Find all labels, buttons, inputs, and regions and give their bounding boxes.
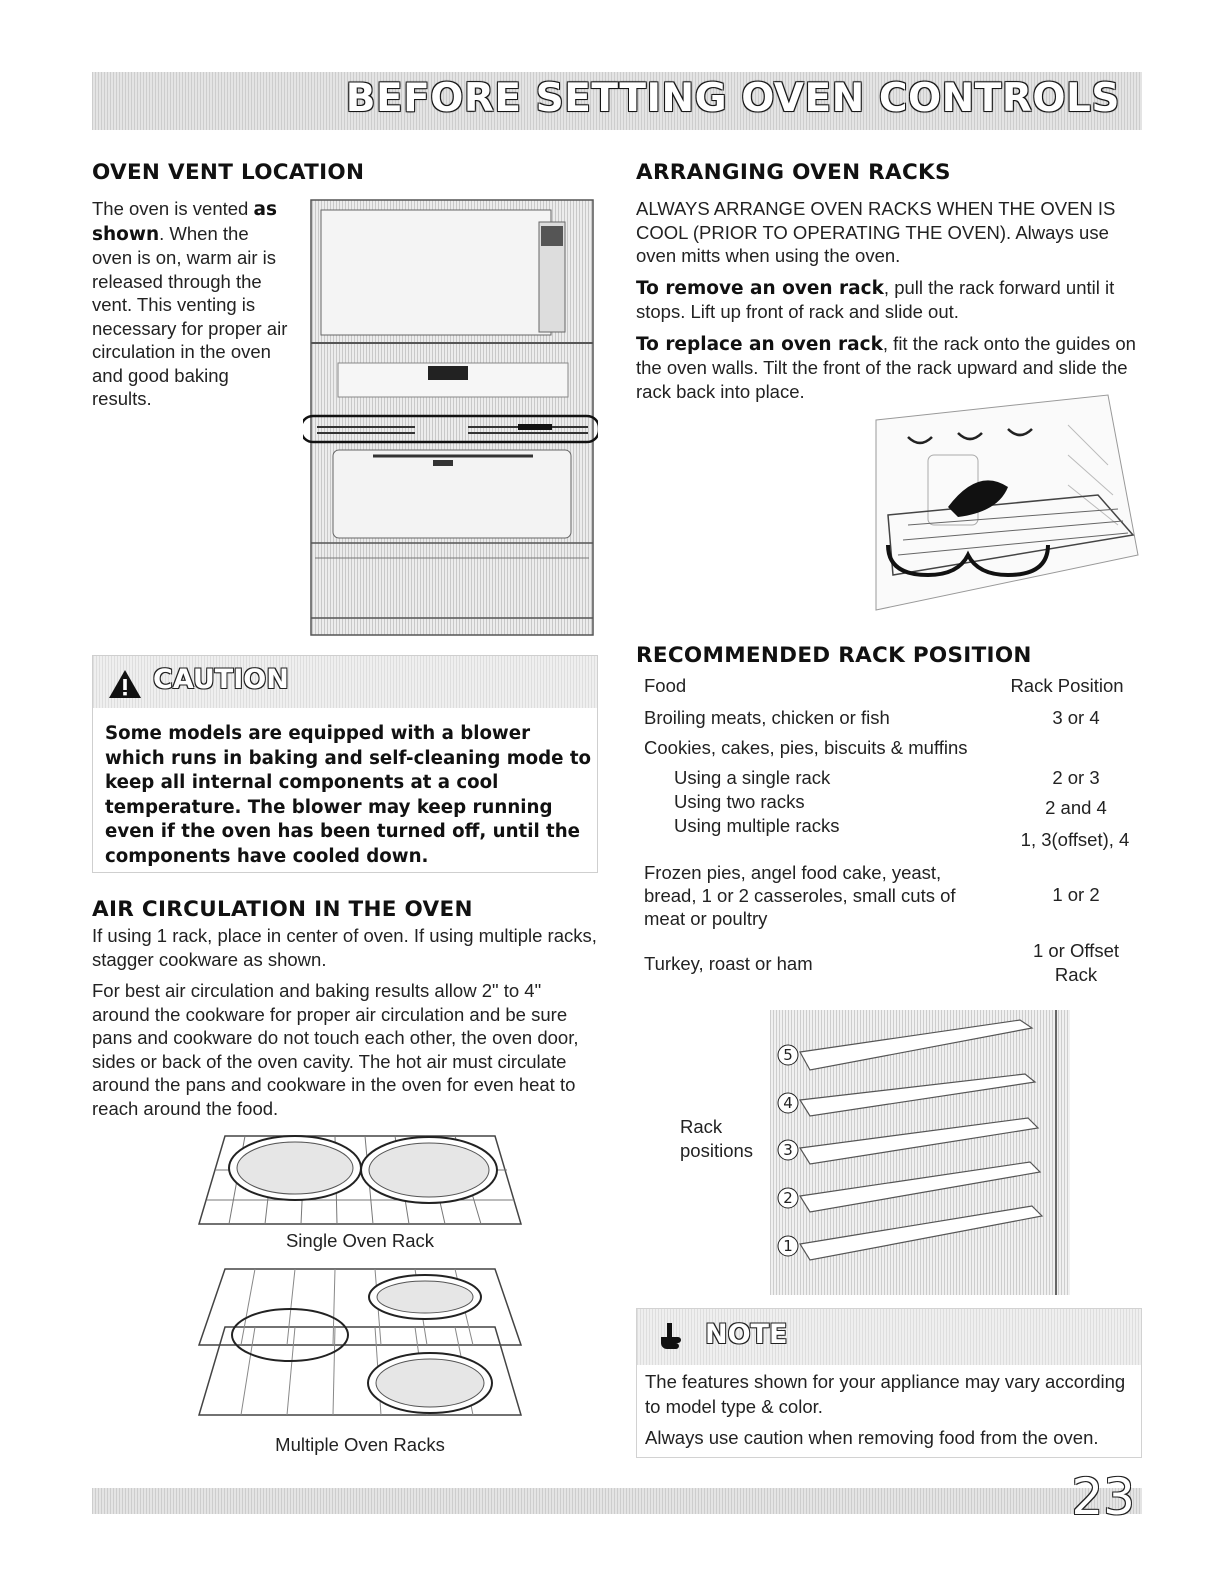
header-banner (92, 72, 1142, 130)
row-position: 1 or Offset Rack (1032, 940, 1120, 985)
row-food: Frozen pies, angel food cake, yeast, bread, 1 or 2 casseroles, small cuts of meat or poultry (644, 862, 956, 929)
arranging-heading: ARRANGING OVEN RACKS (636, 160, 951, 185)
page-title: BEFORE SETTING OVEN CONTROLS (345, 76, 1120, 121)
vent-text-end: . When the oven is on, warm air is released through the vent. This venting is necessary for proper air circulation in the oven and good baking results. (92, 222, 288, 409)
vent-text (92, 197, 292, 411)
footer-bar (92, 1488, 1142, 1514)
note-paragraph-2: Always use caution when removing food from the oven. (645, 1427, 1099, 1448)
air-heading: AIR CIRCULATION IN THE OVEN (92, 897, 473, 922)
rack-number-1: 1 (783, 1237, 793, 1255)
rack-positions-label: Rack positions (680, 1116, 754, 1161)
note-paragraph-1: The features shown for your appliance may vary according to model type & color. (645, 1371, 1126, 1417)
pointing-hand-icon (655, 1321, 687, 1353)
rack-number-4: 4 (783, 1094, 793, 1112)
arranging-paragraph-1: ALWAYS ARRANGE OVEN RACKS WHEN THE OVEN IS COOL (PRIOR TO OPERATING THE OVEN). Always use oven mitts when using the oven. (636, 198, 1116, 266)
caution-header (93, 656, 597, 708)
vent-heading: OVEN VENT LOCATION (92, 160, 365, 185)
rack-position-table (640, 675, 1140, 997)
table-row (640, 767, 1140, 791)
table-row (640, 940, 1140, 997)
row-food: Using multiple racks (674, 815, 840, 836)
oven-interior-illustration (868, 385, 1143, 620)
table-header-row (640, 675, 1140, 707)
rack-number-2: 2 (783, 1189, 793, 1207)
replace-rack-text: , fit the rack onto the guides on the oven walls. Tilt the front of the rack upward and slide the rack back into place. (636, 332, 1136, 402)
row-position: 2 and 4 (1045, 797, 1107, 818)
rack-number-3: 3 (783, 1141, 793, 1159)
vent-text-bold: as shown (92, 199, 277, 245)
rack-number-5: 5 (783, 1046, 793, 1064)
column-header-position: Rack Position (1010, 675, 1124, 696)
multiple-racks-illustration (195, 1265, 525, 1435)
note-title: NOTE (705, 1319, 788, 1350)
note-header (637, 1309, 1141, 1365)
replace-rack-label: To replace an oven rack (636, 333, 883, 355)
row-position: 2 or 3 (1052, 767, 1100, 788)
row-food: Using a single rack (674, 767, 831, 788)
caution-text: Some models are equipped with a blower which runs in baking and self-cleaning mode to keep all internal components at a cool temperature. The blower may keep running even if the oven has been turned off, until the components have cooled down. (105, 723, 592, 867)
remove-rack-text: , pull the rack forward until it stops. Lift up front of rack and slide out. (636, 276, 1115, 322)
air-paragraph-2: For best air circulation and baking results allow 2" to 4" around the cookware for proper air circulation and be sure pans and cookware do not touch each other, the oven door, sides or back of the oven cavity. The hot air must circulate around the pans and cookware in the oven for even heat to reach around the food. (92, 980, 579, 1119)
row-position: 1 or 2 (1052, 884, 1100, 905)
table-row (640, 815, 1140, 861)
remove-rack-label: To remove an oven rack (636, 277, 884, 299)
row-food: Cookies, cakes, pies, biscuits & muffins (644, 737, 968, 758)
column-header-food: Food (644, 675, 687, 696)
single-rack-caption: Single Oven Rack (285, 1230, 435, 1251)
row-position: 3 or 4 (1052, 707, 1100, 728)
recommended-heading: RECOMMENDED RACK POSITION (636, 643, 1032, 668)
row-food: Turkey, roast or ham (644, 953, 813, 974)
wall-oven-illustration (303, 198, 598, 638)
arranging-paragraph-2 (636, 276, 1142, 324)
caution-box (92, 655, 598, 873)
table-row (640, 861, 1140, 947)
vent-text-start: The oven is vented (92, 198, 249, 219)
table-row (640, 707, 1140, 737)
caution-title: CAUTION (153, 664, 289, 695)
note-box (636, 1308, 1142, 1458)
row-food: Using two racks (674, 791, 805, 812)
air-text (92, 924, 600, 1128)
table-row (640, 737, 1140, 767)
rack-positions-diagram (770, 1010, 1070, 1295)
page-number: 23 (1071, 1468, 1135, 1526)
single-rack-illustration (195, 1130, 525, 1230)
table-row (640, 791, 1140, 818)
multiple-racks-caption: Multiple Oven Racks (275, 1434, 445, 1455)
note-text (645, 1369, 1137, 1456)
arranging-text (636, 197, 1142, 411)
warning-triangle-icon (107, 668, 143, 700)
row-food: Broiling meats, chicken or fish (644, 707, 890, 728)
air-paragraph-1: If using 1 rack, place in center of oven. If using multiple racks, stagger cookware as shown. (92, 925, 597, 970)
row-position: 1, 3(offset), 4 (1020, 829, 1130, 850)
